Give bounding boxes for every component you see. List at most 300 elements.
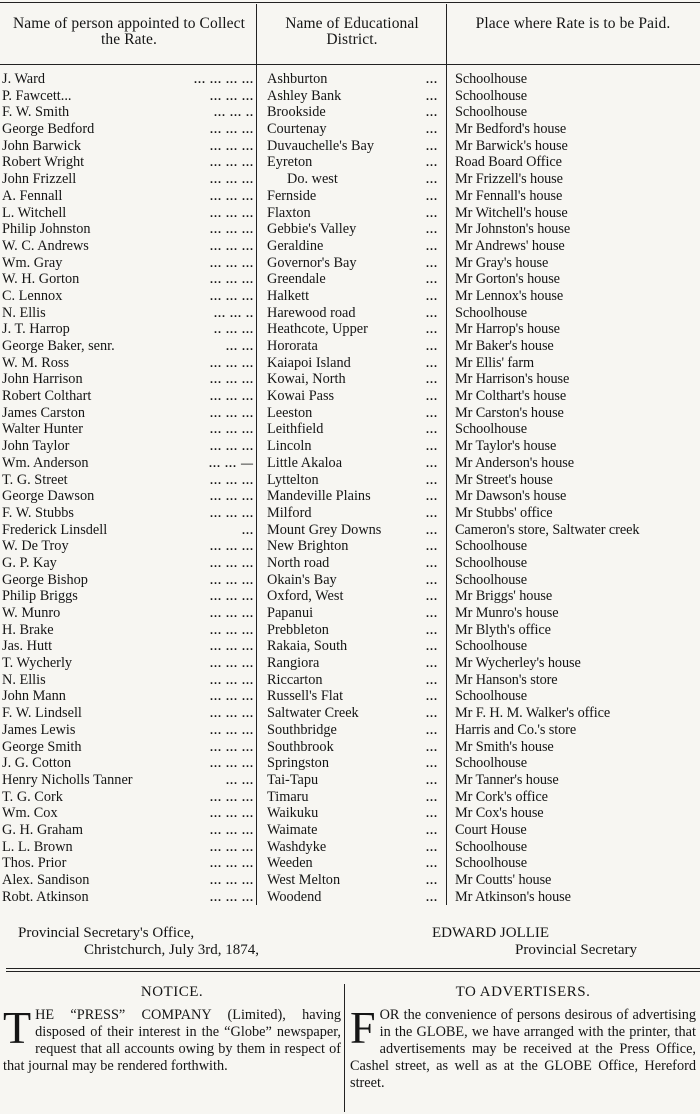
payment-place: Mr Street's house	[455, 471, 553, 488]
payment-place: Schoolhouse	[455, 855, 527, 872]
leader-dots: ... ... ...	[210, 222, 254, 237]
table-row	[0, 288, 700, 305]
table-body	[0, 71, 700, 905]
leader-dots-district: ...	[426, 789, 438, 804]
district-name: Oxford, West	[267, 588, 344, 605]
payment-place: Mr Tanner's house	[455, 771, 559, 788]
payment-place: Mr Witchell's house	[455, 204, 568, 221]
leader-dots-district: ...	[426, 88, 438, 103]
office-line: Provincial Secretary's Office,	[18, 925, 195, 941]
table-row	[0, 889, 700, 906]
leader-dots-district: ...	[426, 288, 438, 303]
district-name: Rangiora	[267, 655, 320, 672]
leader-dots: ... ... ...	[210, 188, 254, 203]
leader-dots: ... ... ...	[210, 889, 254, 904]
table-row	[0, 638, 700, 655]
district-name: Geraldine	[267, 237, 324, 254]
collector-name: W. H. Gorton	[2, 271, 80, 288]
table-row	[0, 405, 700, 422]
table-row	[0, 772, 700, 789]
district-name: Riccarton	[267, 671, 323, 688]
district-name: Mount Grey Downs	[267, 521, 382, 538]
table-row	[0, 188, 700, 205]
district-name: Leeston	[267, 404, 313, 421]
district-name: Southbridge	[267, 721, 337, 738]
payment-place: Schoolhouse	[455, 755, 527, 772]
payment-place: Schoolhouse	[455, 571, 527, 588]
leader-dots-district: ...	[426, 639, 438, 654]
leader-dots-district: ...	[426, 372, 438, 387]
collector-name: Wm. Cox	[2, 805, 58, 822]
district-name: Ashburton	[267, 71, 328, 87]
payment-place: Mr Stubbs' office	[455, 504, 553, 521]
leader-dots-district: ...	[426, 889, 438, 904]
leader-dots-district: ...	[426, 172, 438, 187]
payment-place: Mr Cork's office	[455, 788, 548, 805]
table-row	[0, 104, 700, 121]
payment-place: Mr Taylor's house	[455, 438, 557, 455]
leader-dots-district: ...	[426, 255, 438, 270]
leader-dots: ... ... ...	[210, 172, 254, 187]
payment-place: Court House	[455, 821, 527, 838]
leader-dots-district: ...	[426, 138, 438, 153]
payment-place: Mr Atkinson's house	[455, 888, 571, 905]
district-name: Brookside	[267, 104, 326, 121]
leader-dots: ... ... ...	[210, 439, 254, 454]
leader-dots-district: ...	[426, 689, 438, 704]
notice-dropcap: T	[3, 1002, 32, 1053]
district-name: Prebbleton	[267, 621, 329, 638]
collector-name: Robert Wright	[2, 154, 85, 171]
collector-name: F. W. Stubbs	[2, 504, 74, 521]
collector-name: George Dawson	[2, 488, 95, 505]
payment-place: Mr Andrews' house	[455, 237, 565, 254]
table-row	[0, 572, 700, 589]
leader-dots-district: ...	[426, 606, 438, 620]
table-row	[0, 388, 700, 405]
payment-place: Schoolhouse	[455, 688, 527, 705]
payment-place: Mr Cox's house	[455, 805, 544, 822]
leader-dots: ... ... ...	[210, 839, 254, 854]
advertisers-body: OR the convenience of persons desirous of advertising in the GLOBE, we have arranged with the printer, that advertisements may be received at the Press Office, Cashel street, as well as at the GLOBE Office, Hereford street.	[350, 1007, 696, 1091]
leader-dots-district: ...	[426, 539, 438, 554]
leader-dots: ... ... ...	[210, 539, 254, 554]
district-name: Little Akaloa	[267, 454, 343, 471]
leader-dots: ... ... ...	[210, 756, 254, 771]
table-row	[0, 371, 700, 388]
payment-place: Schoolhouse	[455, 71, 527, 87]
table-row	[0, 221, 700, 238]
district-name: Waimate	[267, 821, 318, 838]
leader-dots: ... ... ...	[210, 238, 254, 253]
collector-name: James Carston	[2, 404, 85, 421]
collector-name: Walter Hunter	[2, 421, 84, 438]
leader-dots-district: ...	[426, 856, 438, 871]
collector-name: L. L. Brown	[2, 838, 73, 855]
leader-dots-district: ...	[426, 873, 438, 887]
collector-name: John Barwick	[2, 137, 82, 154]
district-name: West Melton	[267, 872, 341, 888]
leader-dots-district: ...	[426, 472, 438, 487]
table-row	[0, 421, 700, 438]
leader-dots: ... ...	[226, 772, 254, 787]
leader-dots-district: ...	[426, 722, 438, 737]
district-name: Woodend	[267, 888, 322, 905]
district-name: Papanui	[267, 605, 314, 621]
collector-name: J. T. Harrop	[2, 321, 70, 338]
signature-block	[432, 925, 637, 959]
leader-dots-district: ...	[426, 522, 438, 537]
collector-name: Robert Colthart	[2, 388, 92, 405]
district-name: Leithfield	[267, 421, 324, 438]
table-row	[0, 822, 700, 839]
table-row	[0, 622, 700, 639]
leader-dots: ... ... ...	[210, 572, 254, 587]
table-row	[0, 205, 700, 222]
collector-name: John Frizzell	[2, 171, 77, 188]
leader-dots-district: ...	[426, 155, 438, 170]
table-row	[0, 171, 700, 188]
district-name: New Brighton	[267, 538, 349, 555]
collector-name: F. W. Smith	[2, 104, 70, 121]
table-row	[0, 255, 700, 272]
leader-dots: ... ... ...	[210, 622, 254, 637]
table-row	[0, 522, 700, 539]
collector-name: W. M. Ross	[2, 354, 70, 371]
collector-name: Thos. Prior	[2, 855, 67, 872]
district-name: Do. west	[287, 171, 338, 188]
table-row	[0, 705, 700, 722]
leader-dots: ... ... ...	[210, 489, 254, 504]
payment-place: Schoolhouse	[455, 304, 527, 321]
leader-dots: ... ... ...	[210, 138, 254, 153]
leader-dots: ... ... ...	[210, 806, 254, 821]
table-row	[0, 121, 700, 138]
leader-dots: ... ... ..	[214, 305, 254, 320]
leader-dots: ...	[242, 522, 254, 537]
leader-dots-district: ...	[426, 505, 438, 520]
payment-place: Mr Barwick's house	[455, 137, 568, 154]
collector-name: T. G. Street	[2, 471, 68, 488]
leader-dots-district: ...	[426, 439, 438, 454]
leader-dots: ... ... ...	[210, 372, 254, 387]
leader-dots: ... ... ...	[210, 789, 254, 804]
district-name: Springston	[267, 755, 329, 772]
collector-name: H. Brake	[2, 621, 54, 638]
table-row	[0, 655, 700, 672]
collector-name: James Lewis	[2, 721, 76, 738]
table-row	[0, 588, 700, 605]
collector-name: George Smith	[2, 738, 82, 755]
table-row	[0, 438, 700, 455]
leader-dots: ... ... ...	[210, 873, 254, 887]
table-row	[0, 472, 700, 489]
office-address	[18, 925, 259, 959]
leader-dots-district: ...	[426, 205, 438, 220]
district-name: Southbrook	[267, 738, 334, 755]
table-row	[0, 538, 700, 555]
leader-dots: ... ... ...	[210, 405, 254, 420]
leader-dots-district: ...	[426, 672, 438, 687]
collector-name: P. Fawcett...	[2, 87, 72, 104]
district-name: Governor's Bay	[267, 254, 357, 271]
signatory-title: Provincial Secretary	[515, 942, 638, 958]
collector-name: George Baker, senr.	[2, 338, 115, 354]
district-name: Timaru	[267, 788, 309, 805]
notice-body: HE “PRESS” COMPANY (Limited), having disposed of their interest in the “Globe” newspaper, request that all accounts owing by them in respect of that journal may be rendered forthwith.	[3, 1007, 341, 1074]
table-row	[0, 154, 700, 171]
payment-place: Mr Frizzell's house	[455, 171, 563, 188]
collector-name: John Taylor	[2, 438, 70, 455]
header-district: Name of Educational District.	[285, 15, 419, 48]
district-name: North road	[267, 554, 330, 571]
leader-dots: ... ... ...	[210, 822, 254, 837]
payment-place: Harris and Co.'s store	[455, 721, 577, 738]
payment-place: Mr Baker's house	[455, 338, 554, 354]
district-name: Hororata	[267, 338, 318, 354]
collector-name: N. Ellis	[2, 304, 46, 321]
collector-name: Robt. Atkinson	[2, 888, 89, 905]
collector-name: George Bishop	[2, 571, 88, 588]
payment-place: Mr Gorton's house	[455, 271, 560, 288]
table-row	[0, 505, 700, 522]
leader-dots: ... ... —	[209, 455, 254, 470]
district-name: Greendale	[267, 271, 326, 288]
table-row	[0, 855, 700, 872]
leader-dots: ... ... ...	[210, 555, 254, 570]
table-row	[0, 88, 700, 105]
district-name: Waikuku	[267, 805, 319, 822]
collector-name: J. G. Cotton	[2, 755, 72, 772]
table-row	[0, 238, 700, 255]
collector-name: John Mann	[2, 688, 66, 705]
collector-name: Wm. Anderson	[2, 454, 89, 471]
table-row	[0, 755, 700, 772]
payment-place: Schoolhouse	[455, 538, 527, 555]
payment-place: Mr F. H. M. Walker's office	[455, 705, 611, 722]
district-name: Halkett	[267, 287, 310, 304]
top-rule	[0, 2, 700, 3]
district-name: Harewood road	[267, 304, 356, 321]
collector-name: Jas. Hutt	[2, 638, 53, 655]
leader-dots-district: ...	[426, 339, 438, 353]
leader-dots-district: ...	[426, 455, 438, 470]
district-name: Lyttelton	[267, 471, 319, 488]
leader-dots-district: ...	[426, 822, 438, 837]
payment-place: Schoolhouse	[455, 421, 527, 438]
district-name: Kowai Pass	[267, 388, 335, 405]
table-row	[0, 688, 700, 705]
district-name: Weeden	[267, 855, 313, 872]
payment-place: Schoolhouse	[455, 104, 527, 121]
collector-name: Alex. Sandison	[2, 872, 90, 888]
district-name: Eyreton	[267, 154, 313, 171]
leader-dots: ... ... ... ...	[194, 72, 254, 86]
leader-dots: ... ... ...	[210, 355, 254, 370]
payment-place: Mr Wycherley's house	[455, 655, 581, 672]
payment-place: Mr Dawson's house	[455, 488, 567, 505]
leader-dots-district: ...	[426, 806, 438, 821]
leader-dots: ... ... ...	[210, 255, 254, 270]
district-name: Mandeville Plains	[267, 488, 371, 505]
notice-title: NOTICE.	[140, 984, 204, 1000]
collector-name: G. P. Kay	[2, 554, 57, 571]
payment-place: Mr Munro's house	[455, 605, 559, 621]
leader-dots: ... ... ...	[210, 472, 254, 487]
collector-name: J. Ward	[2, 71, 46, 87]
section-rule	[6, 968, 700, 969]
collector-name: N. Ellis	[2, 671, 46, 688]
table-row	[0, 321, 700, 338]
leader-dots: ... ... ...	[210, 606, 254, 620]
header-place: Place where Rate is to be Paid.	[475, 15, 671, 32]
payment-place: Mr Harrop's house	[455, 321, 560, 338]
leader-dots: ... ... ...	[210, 288, 254, 303]
leader-dots: ... ... ...	[210, 122, 254, 137]
table-row	[0, 138, 700, 155]
leader-dots-district: ...	[426, 305, 438, 320]
district-name: Ashley Bank	[267, 87, 342, 104]
leader-dots-district: ...	[426, 839, 438, 854]
header-rule	[0, 64, 700, 65]
leader-dots-district: ...	[426, 572, 438, 587]
leader-dots-district: ...	[426, 422, 438, 437]
leader-dots: ... ... ...	[210, 505, 254, 520]
advertisers-dropcap: F	[350, 1002, 376, 1053]
table-row	[0, 271, 700, 288]
district-name: Milford	[267, 504, 312, 521]
district-name: Russell's Flat	[267, 688, 344, 705]
payment-place: Mr Harrison's house	[455, 371, 570, 388]
leader-dots-district: ...	[426, 622, 438, 637]
collector-name: C. Lennox	[2, 287, 63, 304]
collector-name: Henry Nicholls Tanner	[2, 771, 133, 788]
signatory-name: EDWARD JOLLIE	[432, 925, 550, 941]
payment-place: Mr Ellis' farm	[455, 354, 534, 371]
payment-place: Mr Bedford's house	[455, 121, 567, 138]
collector-name: W. C. Andrews	[2, 237, 89, 254]
leader-dots: ... ...	[226, 339, 254, 353]
leader-dots: ... ... ...	[210, 689, 254, 704]
table-row	[0, 805, 700, 822]
district-name: Fernside	[267, 187, 317, 204]
district-name: Saltwater Creek	[267, 705, 359, 722]
leader-dots-district: ...	[426, 656, 438, 671]
collector-name: Frederick Linsdell	[2, 521, 108, 538]
table-row	[0, 605, 700, 622]
leader-dots: ... ... ..	[214, 105, 254, 120]
collector-name: George Bedford	[2, 121, 95, 138]
leader-dots-district: ...	[426, 555, 438, 570]
table-row	[0, 722, 700, 739]
district-name: Duvauchelle's Bay	[267, 137, 374, 154]
district-name: Flaxton	[267, 204, 311, 221]
table-row	[0, 839, 700, 856]
district-name: Kaiapoi Island	[267, 354, 351, 371]
leader-dots-district: ...	[426, 355, 438, 370]
leader-dots: ... ... ...	[210, 739, 254, 754]
leader-dots: ... ... ...	[210, 389, 254, 404]
leader-dots: ... ... ...	[210, 639, 254, 654]
collector-name: W. De Troy	[2, 538, 69, 555]
leader-dots-district: ...	[426, 238, 438, 253]
collector-name: Wm. Gray	[2, 254, 63, 271]
collector-name: A. Fennall	[2, 187, 63, 204]
leader-dots-district: ...	[426, 405, 438, 420]
leader-dots-district: ...	[426, 389, 438, 404]
district-name: Lincoln	[267, 438, 312, 455]
payment-place: Schoolhouse	[455, 638, 527, 655]
collector-name: T. Wycherly	[2, 655, 73, 672]
payment-place: Mr Fennall's house	[455, 187, 563, 204]
leader-dots: ... ... ...	[210, 856, 254, 871]
notice-divider	[344, 984, 345, 1112]
district-name: Kowai, North	[267, 371, 346, 388]
header-collector: Name of person appointed to Collect the Rate.	[12, 15, 246, 48]
table-row	[0, 305, 700, 322]
payment-place: Mr Colthart's house	[455, 388, 567, 405]
table-row	[0, 672, 700, 689]
payment-place: Mr Anderson's house	[455, 454, 575, 471]
collector-name: Philip Johnston	[2, 221, 91, 238]
leader-dots-district: ...	[426, 122, 438, 137]
section-rule-thin	[6, 971, 700, 972]
table-row	[0, 338, 700, 355]
table-row	[0, 555, 700, 572]
payment-place: Road Board Office	[455, 154, 562, 171]
leader-dots-district: ...	[426, 272, 438, 287]
leader-dots: .. ... ...	[214, 322, 254, 337]
advertisers-title: TO ADVERTISERS.	[455, 984, 591, 1000]
payment-place: Schoolhouse	[455, 838, 527, 855]
district-name: Courtenay	[267, 121, 327, 138]
advertisers-column	[350, 984, 696, 1092]
leader-dots-district: ...	[426, 105, 438, 120]
payment-place: Mr Lennox's house	[455, 287, 564, 304]
leader-dots-district: ...	[426, 756, 438, 771]
rate-collectors-table	[0, 4, 700, 905]
collector-name: John Harrison	[2, 371, 83, 388]
leader-dots: ... ... ...	[210, 706, 254, 721]
leader-dots: ... ... ...	[210, 88, 254, 103]
payment-place: Mr Gray's house	[455, 254, 549, 271]
leader-dots-district: ...	[426, 322, 438, 337]
payment-place: Schoolhouse	[455, 87, 527, 104]
table-row	[0, 71, 700, 88]
leader-dots-district: ...	[426, 772, 438, 787]
payment-place: Cameron's store, Saltwater creek	[455, 521, 640, 538]
leader-dots-district: ...	[426, 188, 438, 203]
district-name: Gebbie's Valley	[267, 221, 357, 238]
table-row	[0, 789, 700, 806]
district-name: Tai-Tapu	[267, 771, 319, 788]
leader-dots-district: ...	[426, 739, 438, 754]
payment-place: Mr Carston's house	[455, 404, 564, 421]
district-name: Rakaia, South	[267, 638, 348, 655]
leader-dots-district: ...	[426, 489, 438, 504]
payment-place: Mr Johnston's house	[455, 221, 571, 238]
payment-place: Mr Briggs' house	[455, 588, 553, 605]
payment-place: Mr Hanson's store	[455, 671, 558, 688]
district-name: Okain's Bay	[267, 571, 337, 588]
collector-name: Philip Briggs	[2, 588, 78, 605]
payment-place: Mr Blyth's office	[455, 621, 551, 638]
leader-dots: ... ... ...	[210, 272, 254, 287]
leader-dots: ... ... ...	[210, 656, 254, 671]
district-name: Washdyke	[267, 838, 327, 855]
leader-dots: ... ... ...	[210, 155, 254, 170]
collector-name: F. W. Lindsell	[2, 705, 82, 722]
